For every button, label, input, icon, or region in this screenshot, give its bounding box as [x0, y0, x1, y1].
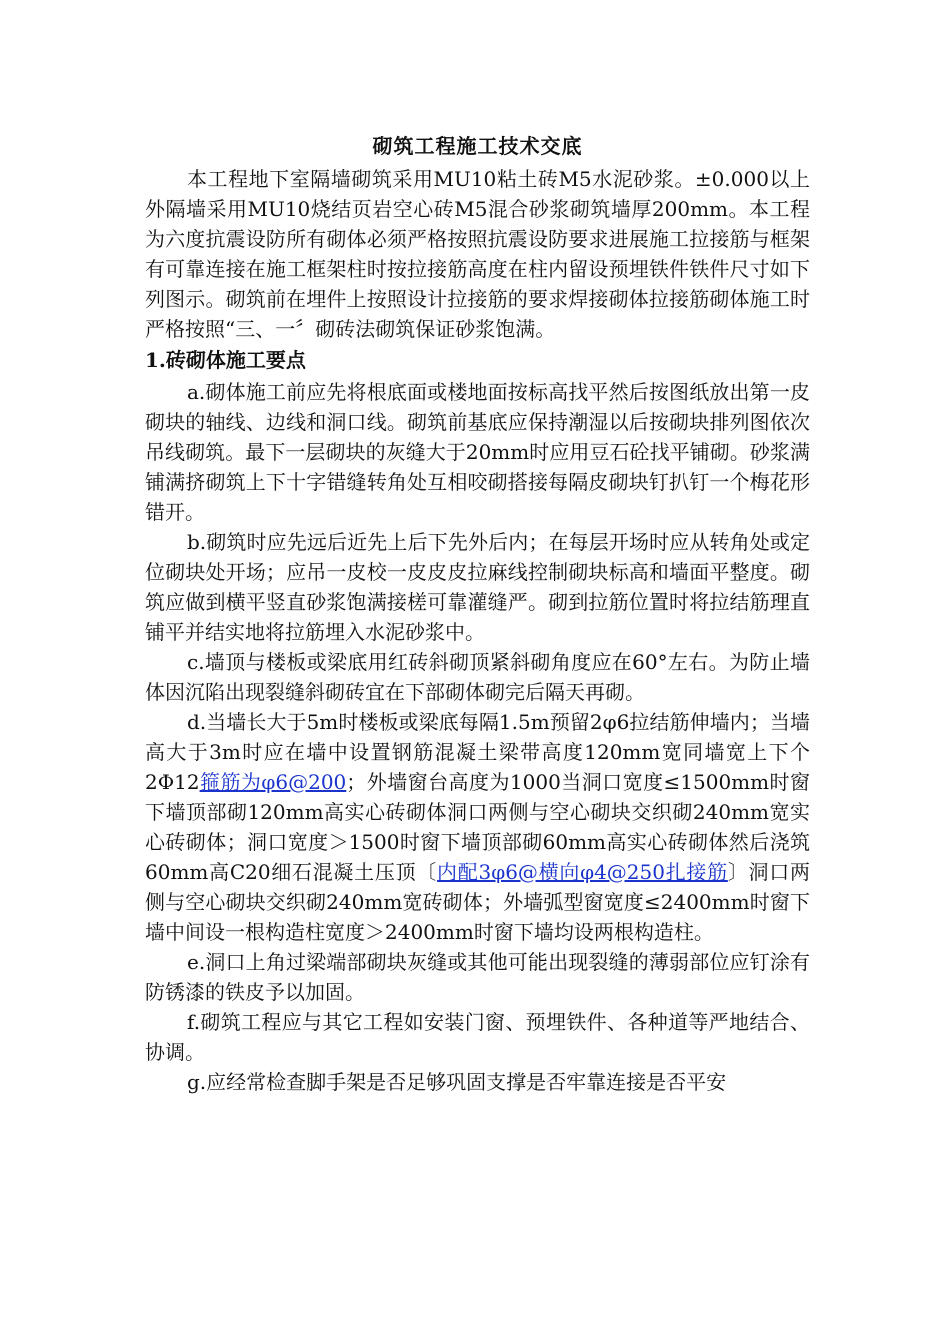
rebar-spec-link[interactable]: 内配3φ6@横向φ4@250扎接筋	[437, 860, 728, 884]
section-heading-1: 1.砖砌体施工要点	[145, 348, 306, 372]
item-d-text-2: ；外墙窗台高度为1000当洞口宽度≤1500mm时窗下墙顶部砌120mm高实心砖砌体洞口两侧与空心砌块交织砌240mm宽实心砖砌体；洞口宽度＞1500时窗下墙顶部砌60mm高实心砖砌体然后浇筑60mm高C20细石混凝土压顶〔	[145, 770, 811, 884]
item-b-paragraph: b.砌筑时应先远后近先上后下先外后内；在每层开场时应从转角处或定位砌块处开场；应吊一皮校一皮皮皮拉麻线控制砌块标高和墙面平整度。砌筑应做到横平竖直砂浆饱满接槎可靠灌缝严。砌到拉筋位置时将拉结筋理直铺平并结实地将拉筋埋入水泥砂浆中。	[145, 530, 810, 644]
intro-paragraph: 本工程地下室隔墙砌筑采用MU10粘土砖M5水泥砂浆。±0.000以上外隔墙采用MU10烧结页岩空心砖M5混合砂浆砌筑墙厚200mm。本工程为六度抗震设防所有砌体必须严格按照抗震设防要求进展施工拉接筋与框架有可靠连接在施工框架柱时按拉接筋高度在柱内留设预埋铁件铁件尺寸如下列图示。砌筑前在埋件上按照设计拉接筋的要求焊接砌体拉接筋砌体施工时严格按照“三、一〞砌砖法砌筑保证砂浆饱满。	[145, 167, 810, 341]
stirrup-spec-link[interactable]: 箍筋为φ6@200	[199, 770, 347, 794]
item-g-paragraph: g.应经常检查脚手架是否足够巩固支撑是否牢靠连接是否平安	[187, 1070, 727, 1094]
item-a-paragraph: a.砌体施工前应先将根底面或楼地面按标高找平然后按图纸放出第一皮砌块的轴线、边线和洞口线。砌筑前基底应保持潮湿以后按砌块排列图依次吊线砌筑。最下一层砌块的灰缝大于20mm时应用豆石砼找平铺砌。砂浆满铺满挤砌筑上下十字错缝转角处互相咬砌搭接每隔皮砌块钉扒钉一个梅花形错开。	[145, 380, 810, 524]
item-e-paragraph: e.洞口上角过梁端部砌块灰缝或其他可能出现裂缝的薄弱部位应钉涂有防锈漆的铁皮予以加固。	[145, 950, 810, 1004]
item-d-paragraph	[145, 707, 810, 947]
document-page	[145, 128, 810, 1097]
item-d-text-3: 〕洞口两侧与空心砌块交织砌240mm宽砖砌体；外墙弧型窗宽度≤2400mm时窗下墙中间设一根构造柱宽度＞2400mm时窗下墙均设两根构造柱。	[145, 860, 810, 944]
item-d-text-1: d.当墙长大于5m时楼板或梁底每隔1.5m预留2φ6拉结筋伸墙内；当墙高大于3m时应在墙中设置钢筋混凝土梁带高度120mm宽同墙宽上下个2Φ12	[145, 710, 810, 794]
item-c-paragraph: c.墙顶与楼板或梁底用红砖斜砌顶紧斜砌角度应在60°左右。为防止墙体因沉陷出现裂缝斜砌砖宜在下部砌体砌完后隔天再砌。	[145, 650, 810, 704]
document-title: 砌筑工程施工技术交底	[372, 134, 583, 158]
item-f-paragraph: f.砌筑工程应与其它工程如安装门窗、预埋铁件、各种道等严地结合、协调。	[145, 1010, 810, 1064]
